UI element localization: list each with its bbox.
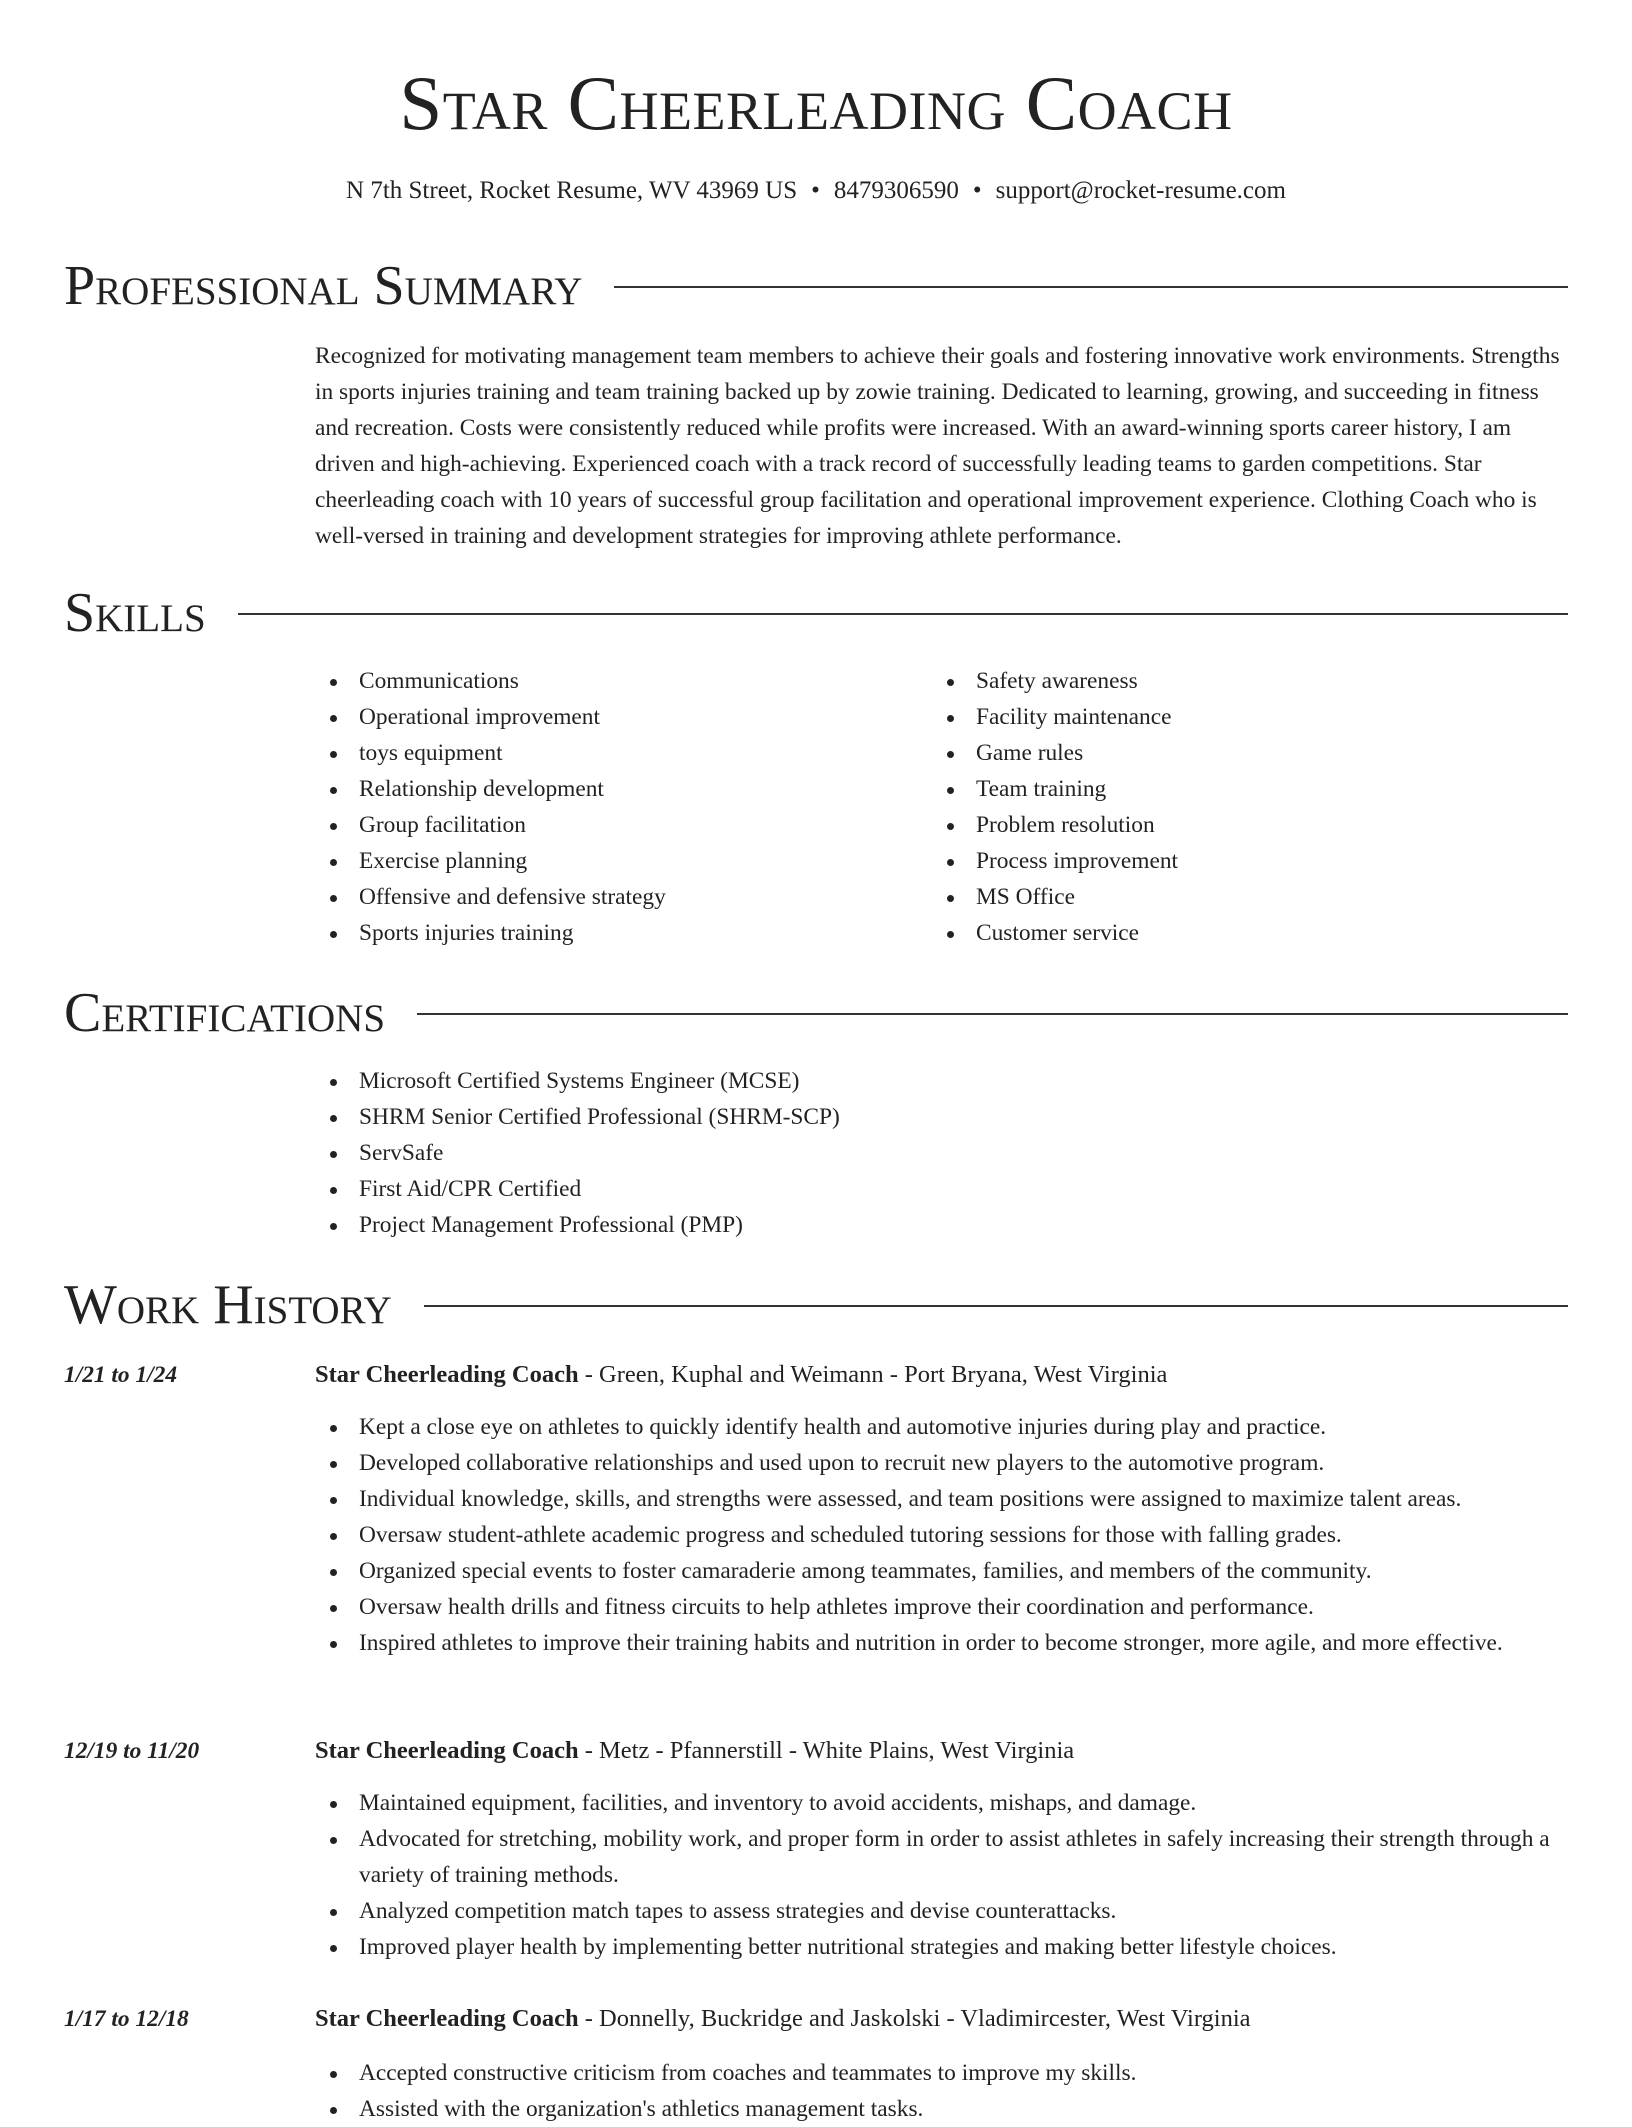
job-bullets	[315, 1785, 1568, 1965]
skill-item: Relationship development	[315, 771, 915, 807]
job-bullet: Oversaw student-athlete academic progress and scheduled tutoring sessions for those with falling grades.	[315, 1517, 1568, 1553]
job-dates: 1/21 to 1/24	[64, 1362, 178, 1388]
contact-email[interactable]: support@rocket-resume.com	[995, 177, 1286, 204]
skill-item: Customer service	[932, 915, 1532, 951]
job-bullet: Improved player health by implementing better nutritional strategies and making better lifestyle choices.	[315, 1929, 1568, 1965]
section-title: Work History	[64, 1274, 392, 1336]
certification-item: First Aid/CPR Certified	[315, 1171, 1515, 1207]
job-title-line	[315, 1357, 1167, 1393]
job-bullet: Organized special events to foster camaraderie among teammates, families, and members of the community.	[315, 1553, 1568, 1589]
skill-item: Game rules	[932, 735, 1532, 771]
certifications-list	[315, 1063, 1515, 1243]
certification-item: SHRM Senior Certified Professional (SHRM-SCP)	[315, 1099, 1515, 1135]
job-bullets	[315, 1409, 1568, 1661]
certification-item: Project Management Professional (PMP)	[315, 1207, 1515, 1243]
job-company: - Metz - Pfannerstill - White Plains, West Virginia	[578, 1737, 1075, 1764]
section-divider	[614, 286, 1568, 288]
section-divider	[238, 613, 1568, 615]
section-heading-skills	[64, 581, 1568, 645]
job-bullet: Kept a close eye on athletes to quickly identify health and automotive injuries during play and practice.	[315, 1409, 1568, 1445]
skills-list-column-1	[315, 663, 915, 951]
contact-address: N 7th Street, Rocket Resume, WV 43969 US	[346, 177, 798, 204]
job-bullet: Assisted with the organization's athletics management tasks.	[315, 2091, 1568, 2127]
skill-item: Team training	[932, 771, 1532, 807]
job-dates: 1/17 to 12/18	[64, 2006, 189, 2032]
job-bullet: Maintained equipment, facilities, and inventory to avoid accidents, mishaps, and damage.	[315, 1785, 1568, 1821]
job-bullets	[315, 2055, 1568, 2127]
section-divider	[417, 1013, 1568, 1015]
job-company: - Green, Kuphal and Weimann - Port Bryana, West Virginia	[578, 1361, 1168, 1388]
job-dates: 12/19 to 11/20	[64, 1738, 200, 1764]
contact-separator: •	[811, 177, 820, 204]
section-heading-work-history	[64, 1273, 1568, 1337]
section-title: Professional Summary	[64, 255, 583, 317]
certification-item: Microsoft Certified Systems Engineer (MCSE)	[315, 1063, 1515, 1099]
summary-text: Recognized for motivating management team members to achieve their goals and fostering innovative work environments. Strengths in sports injuries training and team training backed up by zowie training. Dedicated to learning, growing, and succeeding in fitness and recreation. Costs were consistently reduced while profits were increased. With an award-winning sports career history, I am driven and high-achieving. Experienced coach with a track record of successfully leading teams to garden competitions. Star cheerleading coach with 10 years of successful group facilitation and operational improvement experience. Clothing Coach who is well-versed in training and development strategies for improving athlete performance.	[315, 343, 1560, 549]
skill-item: Exercise planning	[315, 843, 915, 879]
skill-item: Group facilitation	[315, 807, 915, 843]
job-bullet: Inspired athletes to improve their training habits and nutrition in order to become stronger, more agile, and more effective.	[315, 1625, 1568, 1661]
section-title: Skills	[64, 582, 206, 644]
job-bullet: Developed collaborative relationships and used upon to recruit new players to the automotive program.	[315, 1445, 1568, 1481]
skill-item: Offensive and defensive strategy	[315, 879, 915, 915]
job-bullet: Analyzed competition match tapes to assess strategies and devise counterattacks.	[315, 1893, 1568, 1929]
skills-list-column-2	[932, 663, 1532, 951]
job-title-line	[315, 2001, 1251, 2037]
certification-item: ServSafe	[315, 1135, 1515, 1171]
job-company: - Donnelly, Buckridge and Jaskolski - Vladimircester, West Virginia	[578, 2005, 1251, 2032]
contact-line	[0, 173, 1632, 209]
section-heading-summary	[64, 254, 1568, 318]
skill-item: Facility maintenance	[932, 699, 1532, 735]
section-heading-certifications	[64, 981, 1568, 1045]
job-bullet: Oversaw health drills and fitness circuits to help athletes improve their coordination and performance.	[315, 1589, 1568, 1625]
skill-item: MS Office	[932, 879, 1532, 915]
skill-item: toys equipment	[315, 735, 915, 771]
job-bullet: Individual knowledge, skills, and strengths were assessed, and team positions were assigned to maximize talent areas.	[315, 1481, 1568, 1517]
skill-item: Process improvement	[932, 843, 1532, 879]
skill-item: Problem resolution	[932, 807, 1532, 843]
job-bullet: Advocated for stretching, mobility work, and proper form in order to assist athletes in safely increasing their strength through a variety of training methods.	[315, 1821, 1568, 1893]
skill-item: Operational improvement	[315, 699, 915, 735]
contact-separator: •	[972, 177, 982, 204]
job-bullet: Accepted constructive criticism from coaches and teammates to improve my skills.	[315, 2055, 1568, 2091]
skill-item: Safety awareness	[932, 663, 1532, 699]
section-divider	[424, 1305, 1568, 1307]
job-title-line	[315, 1733, 1074, 1769]
job-title: Star Cheerleading Coach	[315, 1737, 579, 1764]
contact-phone: 8479306590	[833, 177, 959, 204]
job-title: Star Cheerleading Coach	[315, 1361, 579, 1388]
candidate-name: Star Cheerleading Coach	[399, 60, 1233, 146]
section-title: Certifications	[64, 982, 386, 1044]
skill-item: Sports injuries training	[315, 915, 915, 951]
job-title: Star Cheerleading Coach	[315, 2005, 579, 2032]
skill-item: Communications	[315, 663, 915, 699]
